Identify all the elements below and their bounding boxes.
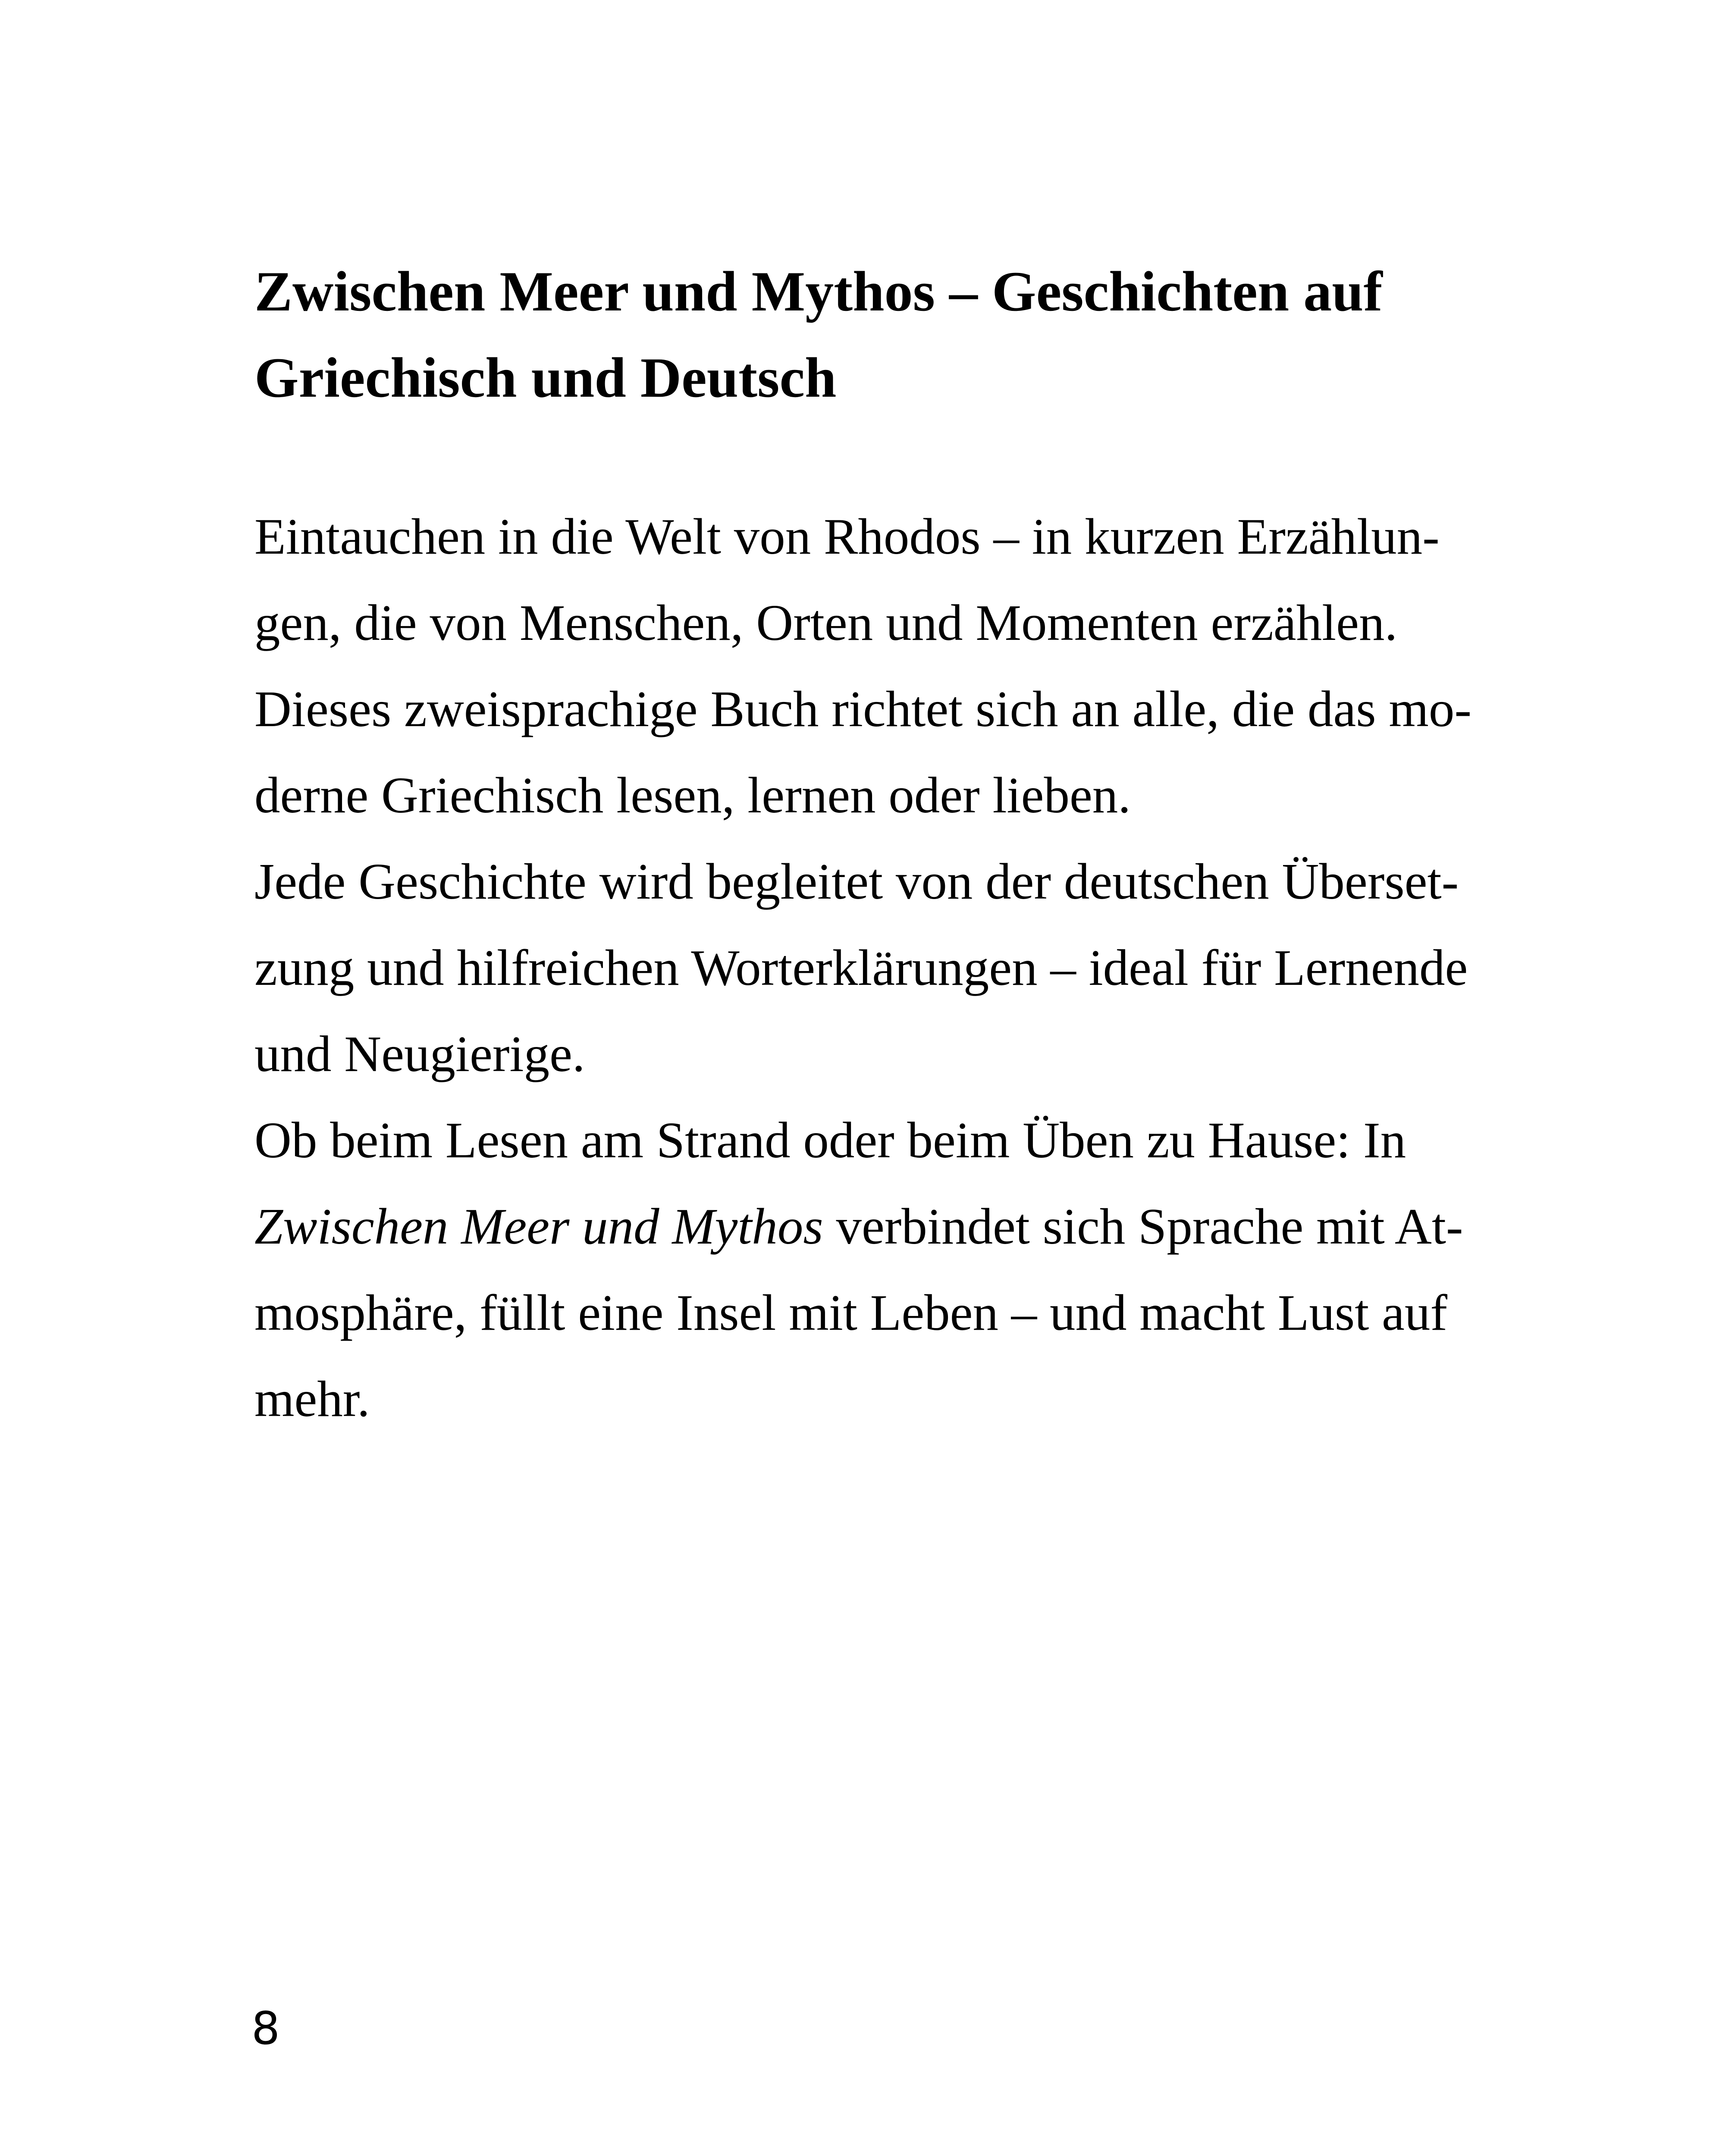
body-text-line: und Neugierige. bbox=[254, 1025, 585, 1082]
body-text-line: mosphäre, füllt eine Insel mit Leben – und macht Lust auf bbox=[254, 1284, 1447, 1341]
body-text-line: Eintauchen in die Welt von Rhodos – in kurzen Erzählun- bbox=[254, 508, 1440, 565]
page-title-line-1: Zwischen Meer und Mythos – Geschichten auf bbox=[254, 260, 1383, 323]
body-text-line: mehr. bbox=[254, 1370, 370, 1427]
body-text-line bbox=[254, 1198, 1463, 1255]
body-text-line: derne Griechisch lesen, lernen oder lieben. bbox=[254, 767, 1131, 824]
body-text-line: Jede Geschichte wird begleitet von der deutschen Überset- bbox=[254, 853, 1459, 910]
body-text-fragment: verbindet sich Sprache mit At- bbox=[823, 1198, 1463, 1255]
page-number: 8 bbox=[251, 2002, 280, 2055]
book-title-italic: Zwischen Meer und Mythos bbox=[254, 1198, 823, 1255]
page-title-line-2: Griechisch und Deutsch bbox=[254, 346, 837, 409]
body-text-line: Dieses zweisprachige Buch richtet sich an alle, die das mo- bbox=[254, 680, 1472, 737]
body-text-line: gen, die von Menschen, Orten und Momenten erzählen. bbox=[254, 594, 1398, 651]
body-text-line: zung und hilfreichen Worterklärungen – ideal für Lernende bbox=[254, 939, 1468, 996]
body-text-line: Ob beim Lesen am Strand oder beim Üben zu Hause: In bbox=[254, 1112, 1406, 1169]
